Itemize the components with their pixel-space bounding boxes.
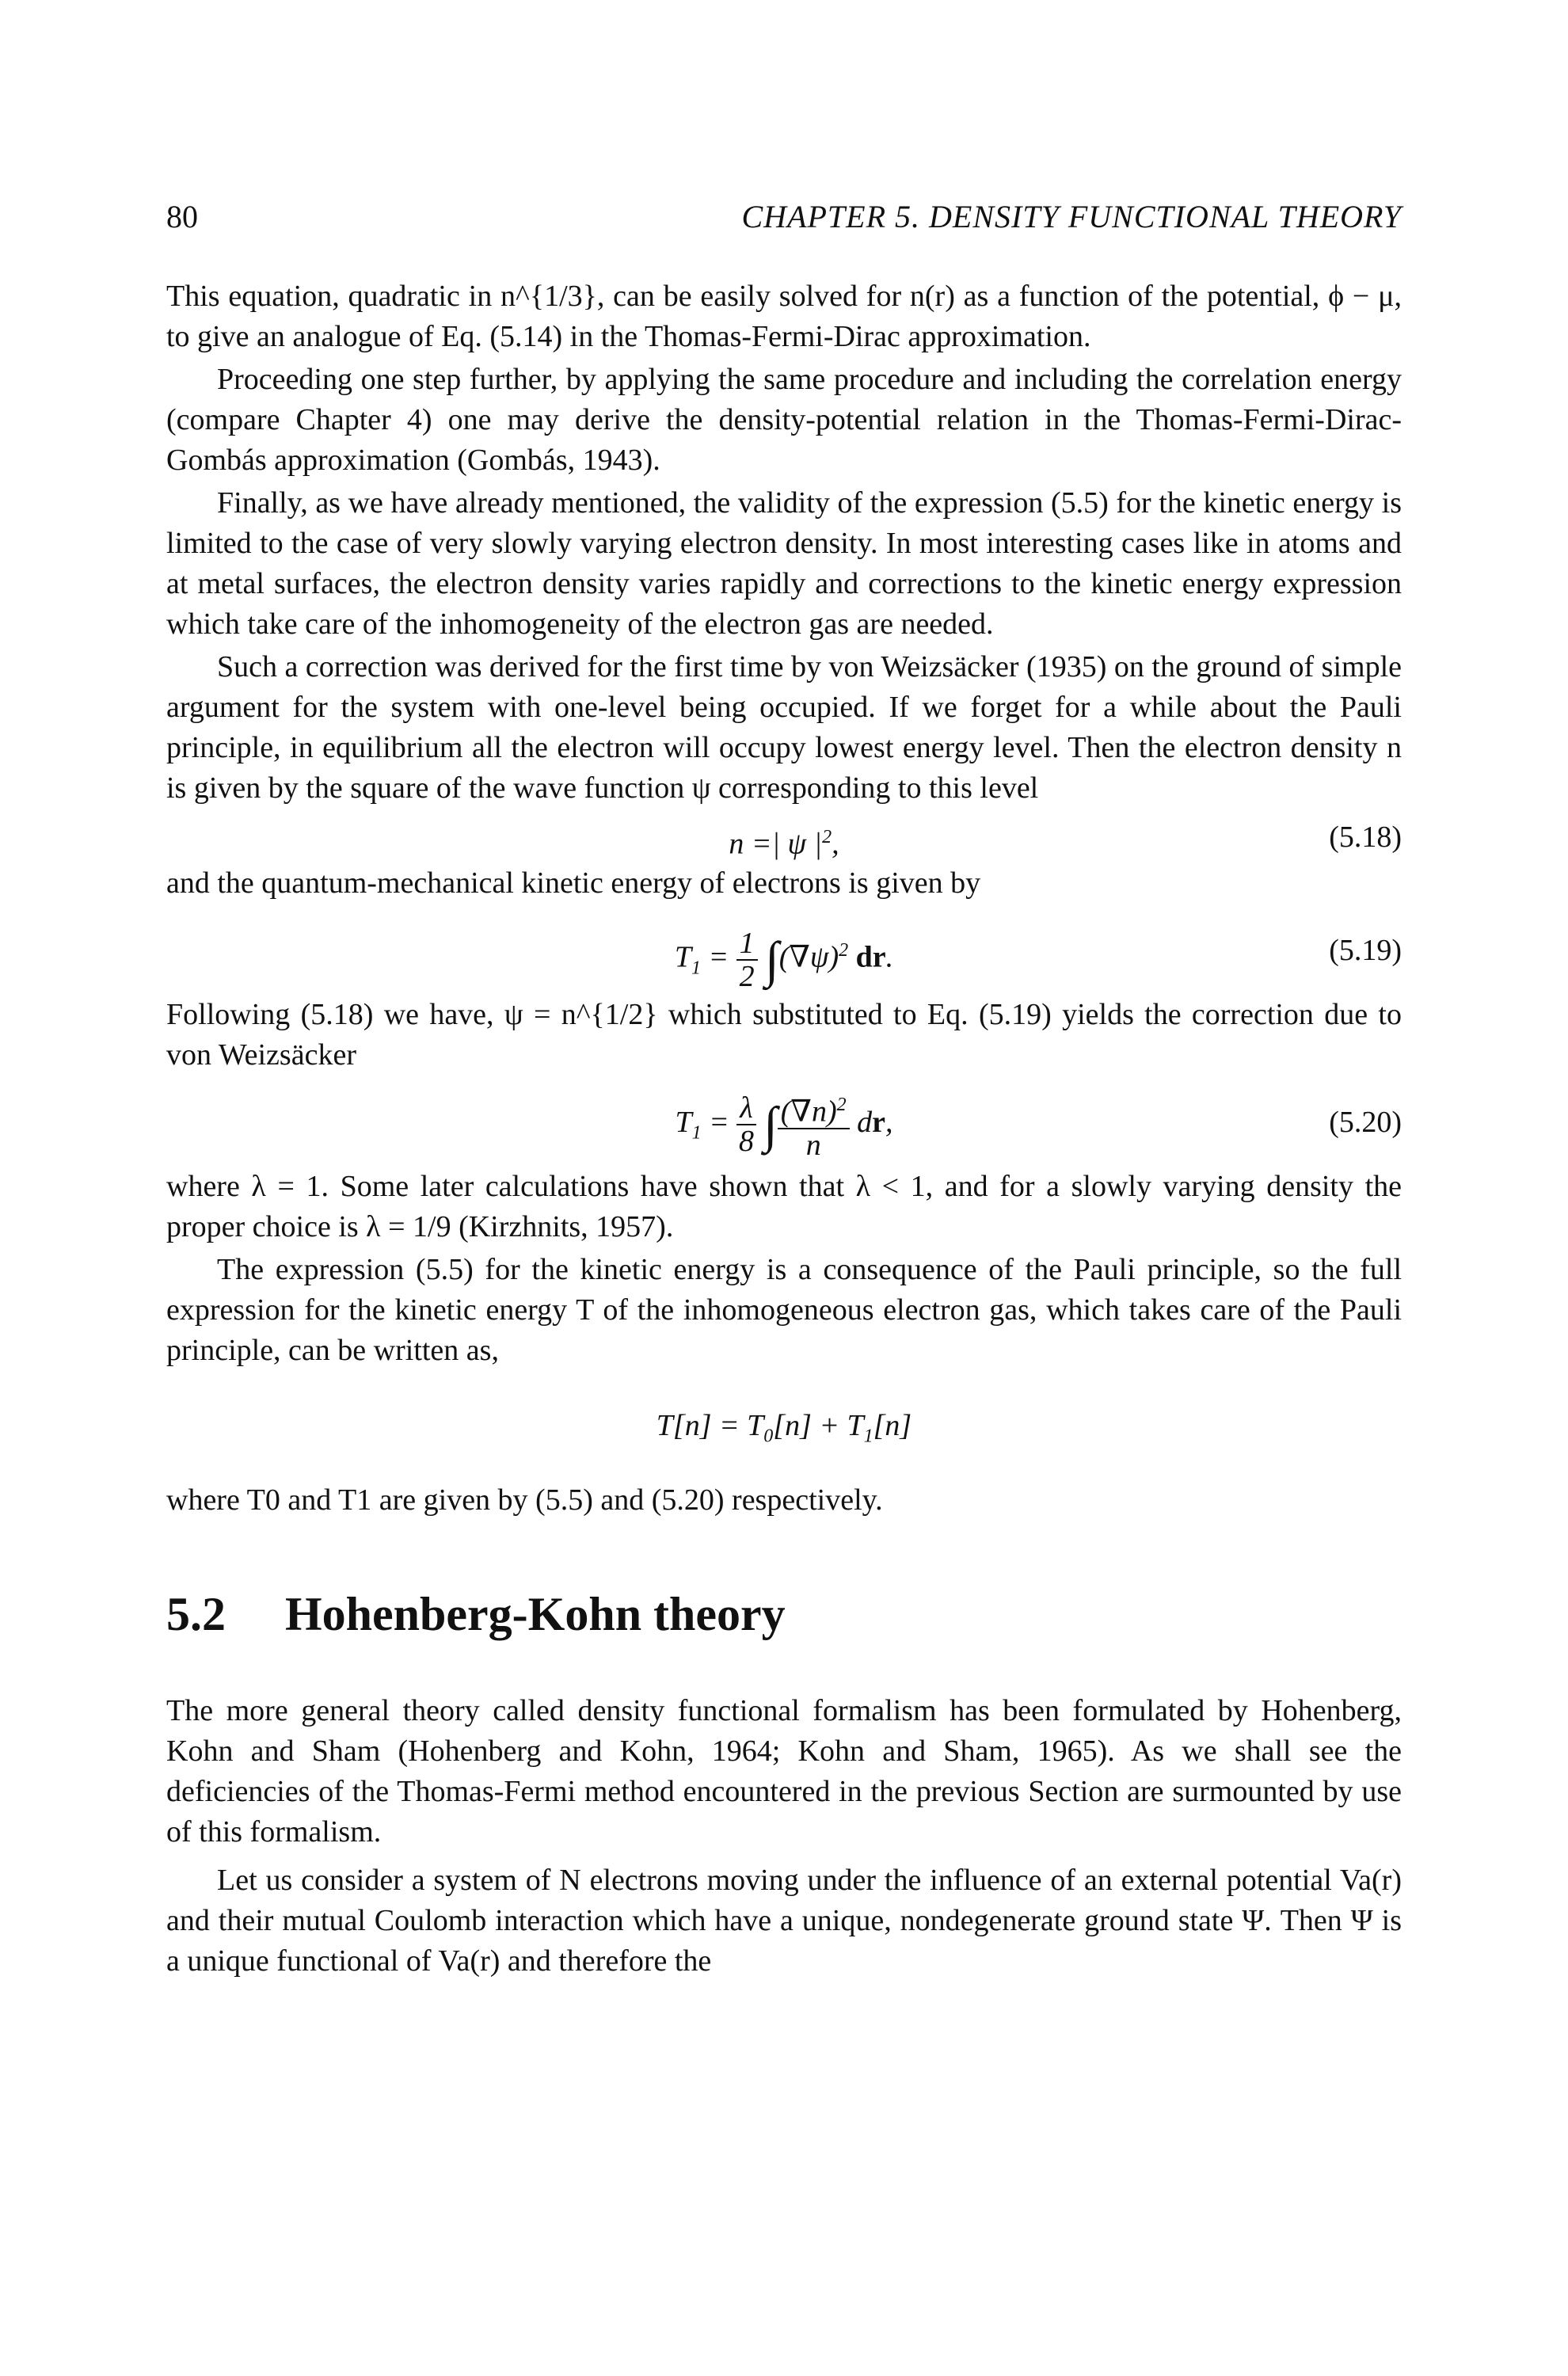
paragraph: Finally, as we have already mentioned, the validity of the expression (5.5) for the kinetic energy is limited to the case of very slowly varying electron density. In most interesting cases like in atoms and at metal surfaces, the electron density varies rapidly and corrections to the kinetic energy expression which take care of the inhomogeneity of the electron gas are needed. [166, 486, 1402, 641]
equation-expression: n =| ψ $|^2$, [729, 827, 839, 861]
paragraph: The more general theory called density functional formalism has been formulated by Hohenberg, Kohn and Sham (Hohenberg and Kohn, 1964; Kohn and Sham, 1965). As we shall see the deficiencies of the Thomas-Fermi method encountered in the previous Section are surmounted by use of this formalism. [166, 1694, 1402, 1849]
equation-5-19 [166, 906, 1402, 995]
section-title: Hohenberg-Kohn theory [285, 1588, 786, 1640]
paragraph: Such a correction was derived for the first time by von Weizsäcker (1935) on the ground of simple argument for the system with one-level being occupied. If we forget for a while about the Pauli principle, in equilibrium all the electron will occupy lowest energy level. Then the electron density n is given by the square of the wave function ψ corresponding to this level [166, 650, 1402, 805]
equation-total-kinetic [166, 1399, 1402, 1452]
equation-expression: $T_1$ = $\frac{1}{2}$ $\int(\nabla\psi)^2$ dr. [674, 926, 894, 993]
paragraph: The expression (5.5) for the kinetic energy is a consequence of the Pauli principle, so the full expression for the kinetic energy T of the inhomogeneous electron gas, which takes care of the Pauli principle, can be written as, [166, 1253, 1402, 1367]
paragraph: This equation, quadratic in n^{1/3}, can be easily solved for n(r) as a function of the potential, ϕ − μ, to give an analogue of Eq. (5.14) in the Thomas-Fermi-Dirac approximation. [166, 280, 1402, 353]
paragraph: where λ = 1. Some later calculations have shown that λ < 1, and for a slowly varying density the proper choice is λ = 1/9 (Kirzhnits, 1957). [166, 1170, 1402, 1243]
page-number: 80 [166, 199, 198, 234]
equation-number: (5.18) [1329, 821, 1402, 854]
equation-5-18 [166, 811, 1402, 863]
equation-5-20 [166, 1078, 1402, 1167]
section-number: 5.2 [166, 1588, 226, 1640]
paragraph: and the quantum-mechanical kinetic energy of electrons is given by [166, 866, 981, 900]
equation-number: (5.19) [1329, 934, 1402, 967]
section-heading [166, 1587, 1402, 1642]
paragraph: where T0 and T1 are given by (5.5) and (5.20) respectively. [166, 1483, 883, 1517]
equation-number: (5.20) [1329, 1106, 1402, 1139]
chapter-title: CHAPTER 5. DENSITY FUNCTIONAL THEORY [741, 199, 1402, 234]
equation-expression: $T_1$ = $\frac{\lambda}{8}$ ∫ $\frac{(\nabla n)^2}{n}$ dr, [166, 1078, 1402, 1178]
page-header [166, 198, 1402, 235]
paragraph: Let us consider a system of N electrons moving under the influence of an external potential Va(r) and their mutual Coulomb interaction which have a unique, nondegenerate ground state Ψ. Then Ψ is a unique functional of Va(r) and therefore the [166, 1864, 1402, 1978]
equation-expression: $T[n] = T_0[n] + T_1[n]$ [656, 1409, 912, 1447]
document-page [166, 198, 1402, 1984]
paragraph: Following (5.18) we have, ψ = n^{1/2} which substituted to Eq. (5.19) yields the correction due to von Weizsäcker [166, 998, 1402, 1072]
paragraph: Proceeding one step further, by applying the same procedure and including the correlation energy (compare Chapter 4) one may derive the density-potential relation in the Thomas-Fermi-Dirac-Gombás approximation (Gombás, 1943). [166, 363, 1402, 477]
